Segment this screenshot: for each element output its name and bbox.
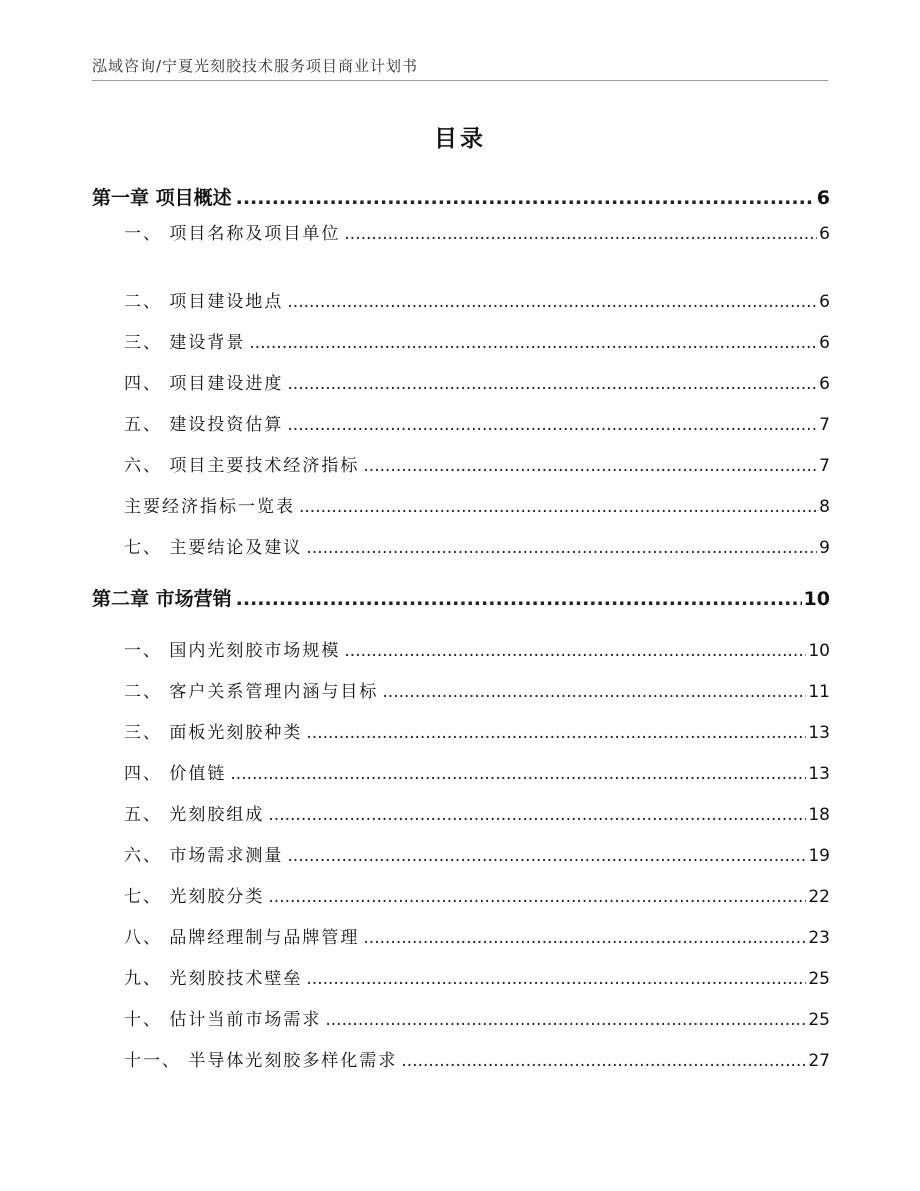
dot-leader <box>344 641 806 661</box>
toc-entry-page: 11 <box>808 682 830 702</box>
dot-leader <box>382 682 806 702</box>
toc-entry-label: 七、 主要结论及建议 <box>124 538 303 558</box>
toc-entry-page: 6 <box>819 333 830 353</box>
running-header: 泓域咨询/宁夏光刻胶技术服务项目商业计划书 <box>92 57 419 75</box>
toc-entry-page: 27 <box>808 1051 830 1071</box>
toc-entry-page: 10 <box>808 641 830 661</box>
toc-entry-page: 8 <box>819 497 830 517</box>
toc-section-2-6[interactable] <box>124 841 830 866</box>
dot-leader <box>287 846 806 866</box>
toc-entry-label: 六、 项目主要技术经济指标 <box>124 456 360 476</box>
toc-section-2-4[interactable] <box>124 759 830 784</box>
toc-entry-label: 主要经济指标一览表 <box>124 497 295 517</box>
dot-leader <box>363 456 817 476</box>
toc-entry-page: 22 <box>808 887 830 907</box>
table-of-contents <box>92 0 830 1191</box>
toc-entry-label: 十一、 半导体光刻胶多样化需求 <box>124 1051 398 1071</box>
toc-entry-page: 18 <box>808 805 830 825</box>
dot-leader <box>268 887 806 907</box>
dot-leader <box>363 928 806 948</box>
toc-section-2-10[interactable] <box>124 1005 830 1030</box>
toc-entry-page: 6 <box>819 224 830 244</box>
toc-entry-label: 三、 面板光刻胶种类 <box>124 723 303 743</box>
toc-entry-label: 一、 国内光刻胶市场规模 <box>124 641 341 661</box>
toc-entry-page: 9 <box>819 538 830 558</box>
toc-entry-label: 第二章 市场营销 <box>92 588 232 610</box>
toc-entry-label: 二、 客户关系管理内涵与目标 <box>124 682 379 702</box>
toc-entry-label: 八、 品牌经理制与品牌管理 <box>124 928 360 948</box>
dot-leader <box>306 969 806 989</box>
toc-entry-label: 三、 建设背景 <box>124 333 246 353</box>
toc-entry-label: 二、 项目建设地点 <box>124 292 284 312</box>
toc-section-2-2[interactable] <box>124 677 830 702</box>
toc-section-1-3[interactable] <box>124 328 830 353</box>
toc-entry-page: 25 <box>808 969 830 989</box>
dot-leader <box>236 588 802 610</box>
toc-entry-page: 10 <box>803 588 830 610</box>
dot-leader <box>401 1051 806 1071</box>
toc-entry-label: 四、 项目建设进度 <box>124 374 284 394</box>
toc-section-2-3[interactable] <box>124 718 830 743</box>
toc-section-2-1[interactable] <box>124 636 830 661</box>
dot-leader <box>287 292 817 312</box>
toc-section-1-6[interactable] <box>124 451 830 476</box>
toc-title: 目录 <box>434 126 486 152</box>
toc-entry-label: 第一章 项目概述 <box>92 187 232 209</box>
toc-entry-page: 6 <box>816 187 830 209</box>
toc-section-1-7[interactable] <box>124 533 830 558</box>
toc-section-2-9[interactable] <box>124 964 830 989</box>
dot-leader <box>236 187 815 209</box>
toc-entry-page: 7 <box>819 456 830 476</box>
toc-section-1-5[interactable] <box>124 410 830 435</box>
toc-entry-label: 七、 光刻胶分类 <box>124 887 265 907</box>
toc-entry-page: 6 <box>819 292 830 312</box>
toc-entry-page: 25 <box>808 1010 830 1030</box>
toc-section-1-1[interactable] <box>124 219 830 244</box>
toc-entry-page: 13 <box>808 764 830 784</box>
toc-table-entry[interactable] <box>124 492 830 517</box>
dot-leader <box>306 723 806 743</box>
dot-leader <box>299 497 817 517</box>
dot-leader <box>287 374 817 394</box>
toc-section-1-4[interactable] <box>124 369 830 394</box>
dot-leader <box>325 1010 806 1030</box>
toc-entry-label: 十、 估计当前市场需求 <box>124 1010 322 1030</box>
dot-leader <box>249 333 817 353</box>
toc-entry-page: 19 <box>808 846 830 866</box>
dot-leader <box>344 224 817 244</box>
toc-section-2-8[interactable] <box>124 923 830 948</box>
toc-entry-page: 13 <box>808 723 830 743</box>
toc-chapter-1[interactable] <box>92 183 830 210</box>
toc-section-2-7[interactable] <box>124 882 830 907</box>
dot-leader <box>230 764 806 784</box>
toc-chapter-2[interactable] <box>92 584 830 611</box>
toc-entry-label: 六、 市场需求测量 <box>124 846 284 866</box>
toc-entry-label: 五、 光刻胶组成 <box>124 805 265 825</box>
toc-entry-page: 23 <box>808 928 830 948</box>
toc-entry-label: 四、 价值链 <box>124 764 227 784</box>
toc-entry-label: 九、 光刻胶技术壁垒 <box>124 969 303 989</box>
dot-leader <box>287 415 817 435</box>
toc-entry-page: 6 <box>819 374 830 394</box>
dot-leader <box>268 805 806 825</box>
toc-section-2-5[interactable] <box>124 800 830 825</box>
toc-entry-page: 7 <box>819 415 830 435</box>
toc-section-2-11[interactable] <box>124 1046 830 1071</box>
dot-leader <box>306 538 817 558</box>
toc-entry-label: 一、 项目名称及项目单位 <box>124 224 341 244</box>
toc-entry-label: 五、 建设投资估算 <box>124 415 284 435</box>
toc-section-1-2[interactable] <box>124 287 830 312</box>
